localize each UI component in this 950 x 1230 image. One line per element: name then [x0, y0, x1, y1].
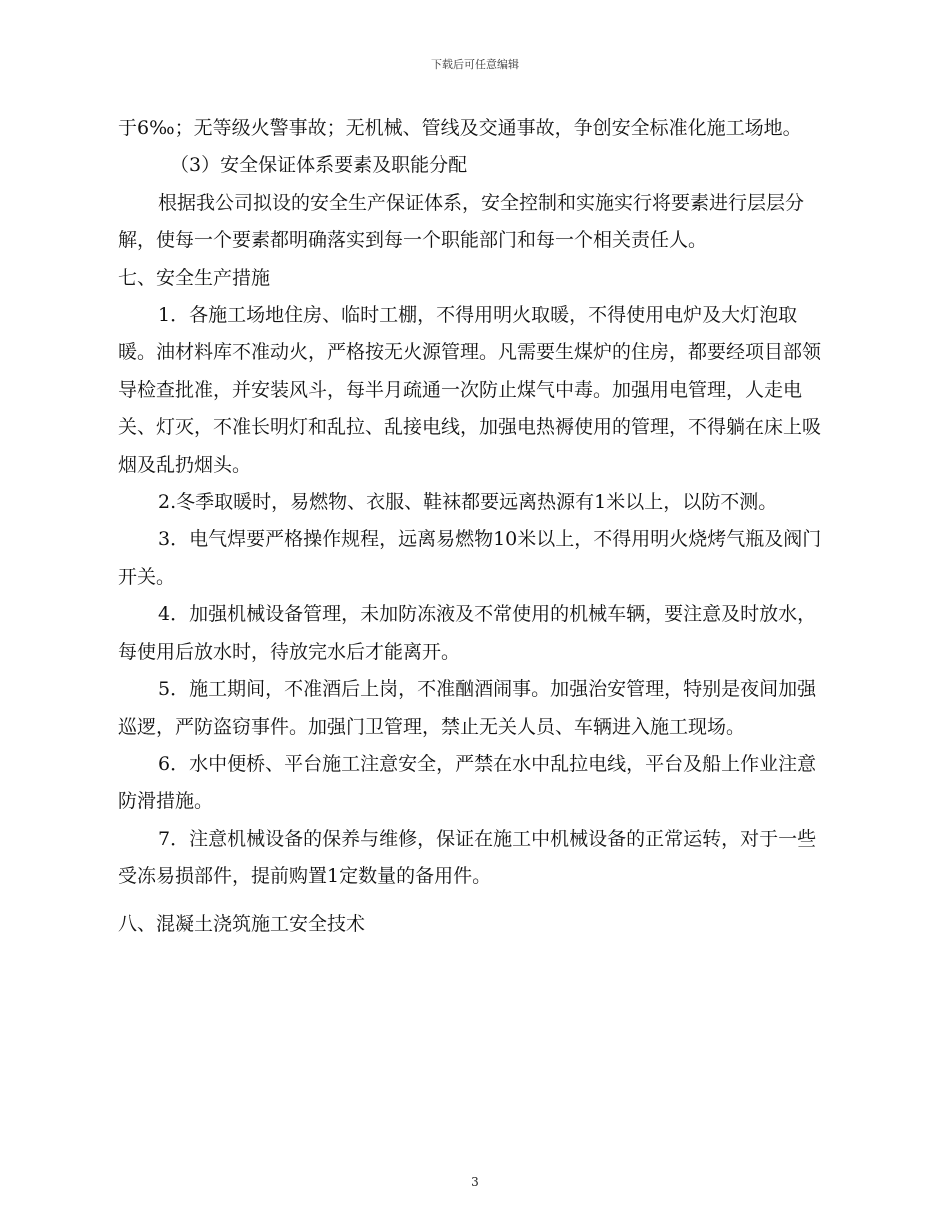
document-body — [118, 110, 834, 943]
measure-item-1: 1．各施工场地住房、临时工棚，不得用明火取暖，不得使用电炉及大灯泡取暖。油材料库不准动火，严格按无火源管理。凡需要生煤炉的住房，都要经项目部领导检查批准，并安装风斗，每半月疏通一次防止煤气中毒。加强用电管理，人走电关、灯灭，不准长明灯和乱拉、乱接电线，加强电热褥使用的管理，不得躺在床上吸烟及乱扔烟头。 — [118, 304, 822, 476]
page-number: 3 — [471, 1175, 479, 1189]
measure-item-6: 6．水中便桥、平台施工注意安全，严禁在水中乱拉电线，平台及船上作业注意防滑措施。 — [118, 752, 817, 813]
paragraph-continuation: 于6‰；无等级火警事故；无机械、管线及交通事故，争创安全标准化施工场地。 — [118, 117, 802, 139]
section-heading-safety-measures: 七、安全生产措施 — [118, 266, 271, 289]
page-header-note: 下载后可任意编辑 — [431, 58, 519, 71]
section-heading-concrete-safety: 八、混凝土浇筑施工安全技术 — [118, 912, 366, 935]
measure-item-2: 2.冬季取暖时，易燃物、衣服、鞋袜都要远离热源有1米以上，以防不测。 — [158, 491, 778, 514]
subheading-safety-elements: （3）安全保证体系要素及职能分配 — [170, 154, 468, 177]
measure-item-7: 7．注意机械设备的保养与维修，保证在施工中机械设备的正常运转，对于一些受冻易损部件，提前购置1定数量的备用件。 — [118, 827, 817, 888]
paragraph-safety-system: 根据我公司拟设的安全生产保证体系，安全控制和实施实行将要素进行层层分解，使每一个要素都明确落实到每一个职能部门和每一个相关责任人。 — [118, 191, 805, 252]
measure-item-4: 4．加强机械设备管理，未加防冻液及不常使用的机械车辆，要注意及时放水，每使用后放水时，待放完水后才能离开。 — [118, 603, 817, 663]
measure-item-3: 3．电气焊要严格操作规程，远离易燃物10米以上，不得用明火烧烤气瓶及阀门开关。 — [118, 528, 822, 588]
measure-item-5: 5．施工期间，不准酒后上岗，不准酗酒闹事。加强治安管理，特别是夜间加强巡逻，严防盗窃事件。加强门卫管理，禁止无关人员、车辆进入施工现场。 — [118, 678, 817, 738]
